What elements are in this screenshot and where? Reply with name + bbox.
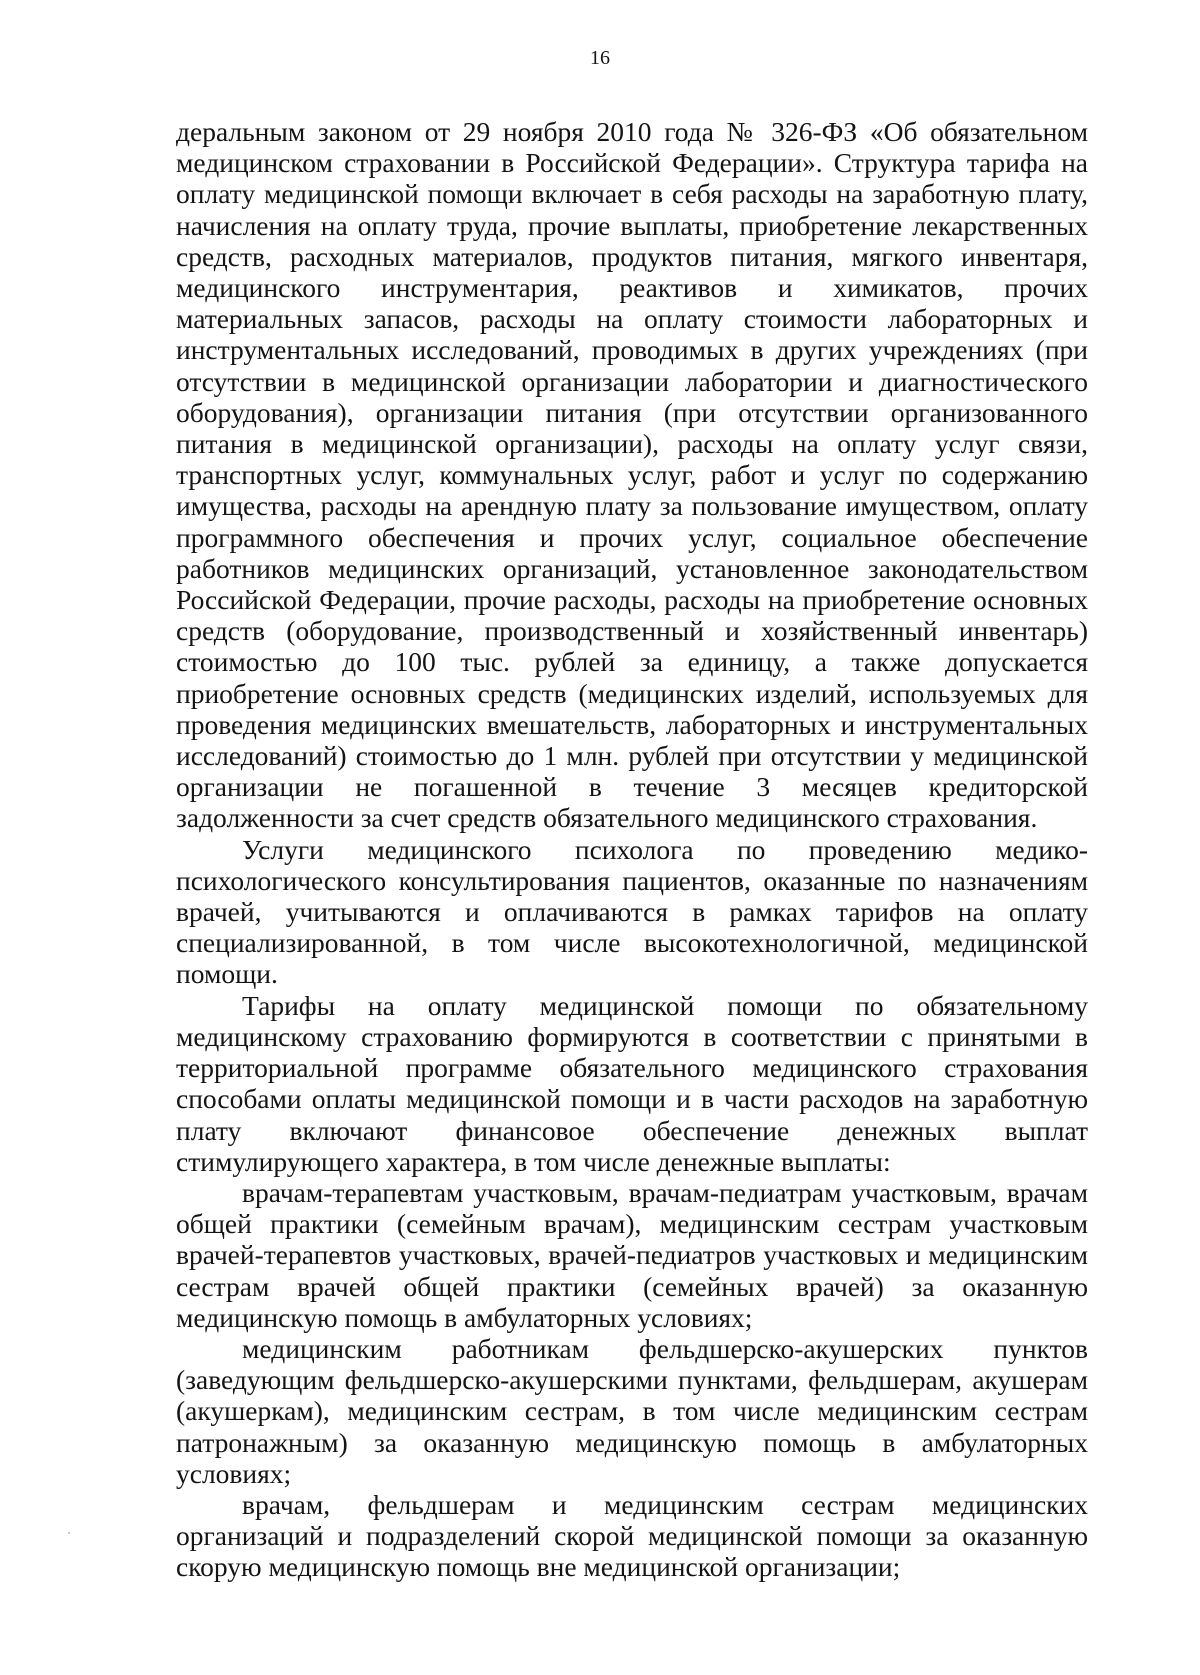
paragraph-emergency-care: врачам, фельдшерам и медицинским сестрам медицинских организаций и подразделений скорой медицинской помощи за оказанную скорую медицинскую помощь вне медицинской организации; bbox=[176, 1488, 1088, 1583]
paragraph-tariff-formation: Тарифы на оплату медицинской помощи по обязательному медицинскому страхованию формируются в соответствии с принятыми в территориальной программе обязательного медицинского страхования способами оплаты медицинской помощи и в части расходов на заработную плату включают финансовое обеспечение денежных выплат стимулирующего характера, в том числе денежные выплаты: bbox=[176, 989, 1088, 1177]
scan-speck bbox=[68, 1532, 70, 1534]
page-number: 16 bbox=[590, 47, 610, 69]
paragraph-psychologist-services: Услуги медицинского психолога по проведению медико-психологического консультирования пациентов, оказанные по назначениям врачей, учитываются и оплачиваются в рамках тарифов на оплату специализированной, в том числе высокотехнологичной, медицинской помощи. bbox=[176, 833, 1088, 990]
document-body bbox=[176, 116, 1088, 1583]
paragraph-tariff-structure: деральным законом от 29 ноября 2010 года № 326-ФЗ «Об обязательном медицинском страховании в Российской Федерации». Структура тарифа на оплату медицинской помощи включает в себя расходы на заработную плату, начисления на оплату труда, прочие выплаты, приобретение лекарственных средств, расходных материалов, продуктов питания, мягкого инвентаря, медицинского инструментария, реактивов и химикатов, прочих материальных запасов, расходы на оплату стоимости лабораторных и инструментальных исследований, проводимых в других учреждениях (при отсутствии в медицинской организации лаборатории и диагностического оборудования), организации питания (при отсутствии организованного питания в медицинской организации), расходы на оплату услуг связи, транспортных услуг, коммунальных услуг, работ и услуг по содержанию имущества, расходы на арендную плату за пользование имуществом, оплату программного обеспечения и прочих услуг, социальное обеспечение работников медицинских организаций, установленное законодательством Российской Федерации, прочие расходы, расходы на приобретение основных средств (оборудование, производственный и хозяйственный инвентарь) стоимостью до 100 тыс. рублей за единицу, а также допускается приобретение основных средств (медицинских изделий, используемых для проведения медицинских вмешательств, лабораторных и инструментальных исследований) стоимостью до 1 млн. рублей при отсутствии у медицинской организации не погашенной в течение 3 месяцев кредиторской задолженности за счет средств обязательного медицинского страхования. bbox=[176, 116, 1088, 834]
paragraph-district-doctors: врачам-терапевтам участковым, врачам-педиатрам участковым, врачам общей практики (семейным врачам), медицинским сестрам участковым врачей-терапевтов участковых, врачей-педиатров участковых и медицинским сестрам врачей общей практики (семейных врачей) за оказанную медицинскую помощь в амбулаторных условиях; bbox=[176, 1176, 1088, 1333]
paragraph-feldsher-stations: медицинским работникам фельдшерско-акушерских пунктов (заведующим фельдшерско-акушерскими пунктами, фельдшерам, акушерам (акушеркам), медицинским сестрам, в том числе медицинским сестрам патронажным) за оказанную медицинскую помощь в амбулаторных условиях; bbox=[176, 1332, 1088, 1489]
